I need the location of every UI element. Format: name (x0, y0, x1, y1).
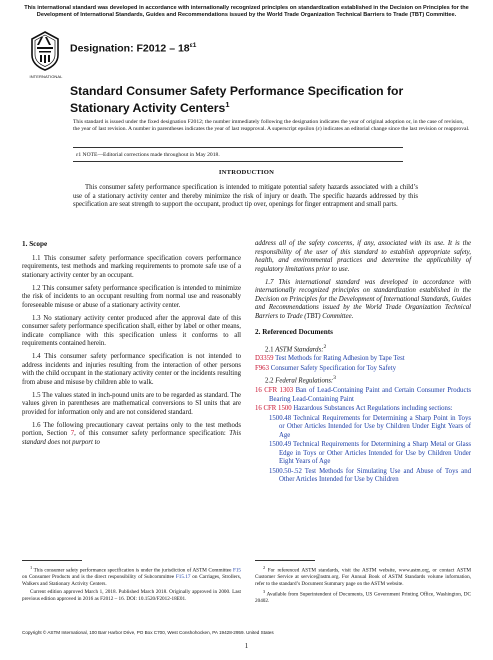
footnote-1-edition: Current edition approved March 1, 2018. Published March 2018. Originally approved in 2000. Last previous edition approved in 2016 as F2012 – 16. DOI: 10.1520/F2012-18E01. (22, 589, 241, 602)
f963-title: Consumer Safety Specification for Toy Safety (270, 364, 396, 372)
international-standard-notice: This international standard was developed in accordance with internationally recognized principles on standardization established in the Decision on Principles for the Development of International Standards, Guides and Recommendations issued by the World Trade Organization Technical Barriers to Trade (TBT) Committee. (24, 5, 469, 18)
divider (73, 147, 403, 148)
footnote-3 (255, 589, 471, 605)
ref-16cfr1303 (255, 387, 471, 404)
ref-16cfr1500 (255, 405, 471, 414)
document-title (70, 84, 460, 115)
section-7-link[interactable]: 7 (70, 430, 75, 438)
astm-standards-label (255, 343, 471, 355)
copyright-notice: Copyright © ASTM International, 100 Barr Harbor Drive, PO Box C700, West Conshohocken, PA 19428-2959. United States (22, 630, 274, 635)
footnote-1-text: on Consumer Products and is the direct responsibility of Subcommittee (22, 574, 175, 581)
ref-f963 (255, 365, 471, 374)
left-column (22, 240, 241, 452)
paragraph-1-4: 1.4 This consumer safety performance specification is not intended to address incidents and injuries resulting from the interaction of other persons with the child occupant in the stationary activity center or the incidents resulting from abuse and misuse by children able to walk. (22, 353, 241, 386)
caveat-italic-text: This standard does not purport to (22, 430, 242, 446)
divider (73, 161, 403, 162)
designation-superscript: ε1 (189, 42, 197, 49)
page-number: 1 (244, 642, 249, 650)
footnote-1-text: This consumer safety performance specification is under the jurisdiction of ASTM Committee (33, 567, 232, 574)
footnote-divider (255, 560, 315, 561)
paragraph-1-5: 1.5 The values stated in inch-pound units are to be regarded as standard. The values given in parentheses are mathematical conversions to SI units that are provided for information only and are not considered standard. (22, 391, 241, 416)
footnote-2 (255, 565, 471, 588)
paragraph-1-2: 1.2 This consumer safety performance specification is intended to minimize the risk of incidents to an occupant resulting from normal use and reasonably foreseeable misuse or abuse of a stationary activity center. (22, 284, 241, 309)
paragraph-1-6 (22, 422, 241, 448)
footnote-2-text: For referenced ASTM standards, visit the ASTM website, www.astm.org, or contact ASTM Customer Service at service@astm.org. For Annual Book of ASTM Standards volume information, refer to the standard’s Document Summary page on the ASTM website. (255, 567, 471, 587)
paragraph-1-1: 1.1 This consumer safety performance specification covers performance requirements, test methods and marking requirements to promote safe use of a stationary activity center by an occupant. (22, 254, 241, 279)
footnote-2-marker: 2 (263, 565, 266, 570)
astm-standards-text: ASTM Standards: (275, 345, 324, 353)
designation-label: Designation: F2012 – 18 (70, 42, 190, 55)
committee-f15-link[interactable]: F15 (232, 567, 242, 574)
cfr1303-link[interactable]: 16 CFR 1303 (255, 387, 294, 395)
epsilon-note: ε1 NOTE—Editorial corrections made throughout in May 2018. (76, 152, 220, 158)
paragraph-1-6-continued: address all of the safety concerns, if any, associated with its use. It is the responsibility of the user of this standard to establish appropriate safety, health, and environmental practices and determine the applicability of regulatory limitations prior to use. (255, 240, 471, 273)
paragraph-1-6-text: 1.6 The following precautionary caveat pertains only to the test methods portion, Section (22, 421, 241, 438)
introduction-text: This consumer safety performance specification is intended to mitigate potential safety hazards associated with a child’s use of a stationary activity center and thereby minimize the risk of injury or death. The specific hazards addressed by this specification are seat strength to support the occupant, product tip over, openings for finger entrapment and small parts. (73, 184, 418, 209)
paragraph-1-7: 1.7 This international standard was developed in accordance with internationally recognized principles on standardization established in the Decision on Principles for the Development of International Standards, Guides and Recommendations issued by the World Trade Organization Technical Barriers to Trade (TBT) Committee. (255, 278, 471, 320)
cfr1500-title: Hazardous Substances Act Regulations including sections: (293, 405, 453, 413)
footnote-3-text: Available from Superintendent of Documents, US Government Printing Office, Washington, DC 20402. (255, 591, 472, 605)
federal-regulations-text: Federal Regulations: (275, 377, 334, 385)
footnote-3-marker: 3 (263, 589, 266, 595)
cfr1303-title: Ban of Lead-Containing Paint and Certain Consumer Products Bearing Lead-Containing Paint (269, 387, 472, 403)
left-footnotes (22, 565, 241, 604)
d3359-link[interactable]: D3359 (255, 355, 274, 363)
title-footnote-ref: 1 (225, 100, 230, 110)
ref-1500-50: 1500.50-.52 Test Methods for Simulating Use and Abuse of Toys and Other Articles Intended for Use by Children (269, 467, 471, 484)
footnote-2-ref: 2 (323, 343, 327, 350)
section-number: 2.1 (265, 345, 276, 353)
footnote-3-ref: 3 (333, 375, 336, 382)
document-title-text: Standard Consumer Safety Performance Specification for Stationary Activity Centers (70, 84, 404, 116)
ref-d3359 (255, 355, 471, 364)
federal-regulations-label (255, 374, 471, 386)
ref-1500-49: 1500.49 Technical Requirements for Determining a Sharp Metal or Glass Edge in Toys or Other Articles Intended for Use by Children Under Eight Years of Age (269, 441, 471, 466)
right-footnotes (255, 565, 471, 607)
f963-link[interactable]: F963 (255, 364, 269, 372)
issued-note: This standard is issued under the fixed designation F2012; the number immediately following the designation indicates the year of original adoption or, in the case of revision, the year of last revision. A number in parentheses indicates the year of last reapproval. A superscript epsilon (ε) indicates an editorial change since the last revision or reapproval. (73, 119, 470, 133)
logo-caption: INTERNATIONAL (29, 74, 63, 79)
cfr1500-link[interactable]: 16 CFR 1500 (255, 405, 292, 413)
ref-1500-48: 1500.48 Technical Requirements for Determining a Sharp Point in Toys or Other Articles Intended for Use by Children Under Eight Years of Age (269, 414, 471, 439)
section-number: 2.2 (265, 377, 276, 385)
paragraph-1-6-text: , of this consumer safety performance specification: (74, 430, 226, 438)
d3359-title: Test Methods for Rating Adhesion by Tape Test (275, 355, 405, 363)
scope-heading: 1. Scope (22, 240, 48, 248)
referenced-documents-heading: 2. Referenced Documents (255, 328, 333, 337)
subcommittee-f15-17-link[interactable]: F15.17 (175, 574, 191, 581)
footnote-1-marker: 1 (30, 565, 33, 570)
paragraph-1-3: 1.3 No stationary activity center produced after the approval date of this consumer safety performance specification shall, either by label or other means, indicate compliance with this specification unless it conforms to all requirements contained herein. (22, 314, 241, 348)
footnote-1 (22, 565, 241, 588)
astm-logo-icon (30, 31, 60, 71)
designation (70, 42, 196, 55)
right-column (255, 240, 471, 486)
introduction-heading: INTRODUCTION (218, 169, 275, 176)
footnote-divider (22, 560, 82, 561)
footnote-1-text: on Carriages, Strollers, Walkers and Stationary Activity Centers. (22, 574, 242, 587)
